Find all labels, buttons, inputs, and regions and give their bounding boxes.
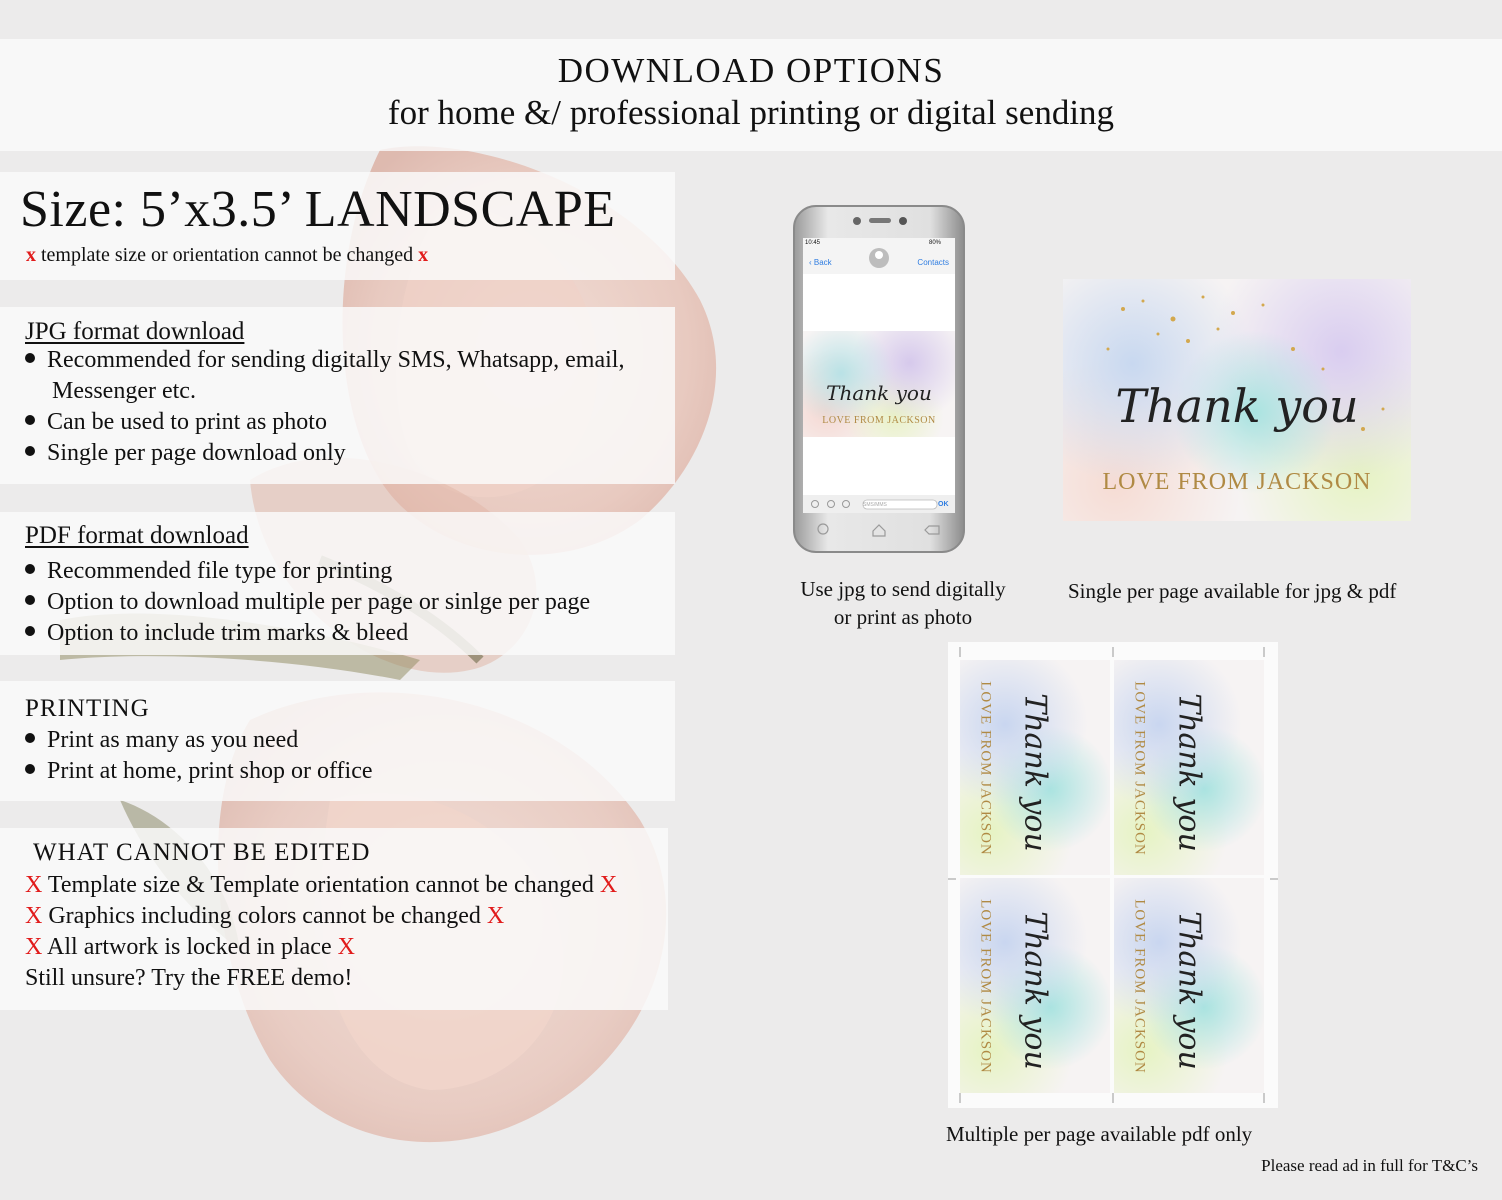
status-time: 10:45	[805, 240, 821, 246]
restriction-item: X Graphics including colors cannot be changed X	[25, 903, 505, 929]
list-item: Recommended file type for printing	[25, 558, 392, 585]
size-note	[26, 244, 428, 267]
jpg-heading: JPG format download	[25, 318, 245, 345]
multi-card	[1114, 878, 1264, 1093]
x-mark-icon: X	[25, 903, 43, 929]
page-title: DOWNLOAD OPTIONS	[557, 51, 945, 90]
card-script-text: Thank you	[1171, 911, 1207, 1070]
card-name-text: LOVE FROM JACKSON	[977, 681, 994, 856]
list-item: Single per page download only	[25, 440, 346, 467]
bullet-icon	[25, 626, 35, 636]
single-card-preview	[1063, 279, 1411, 521]
x-mark-icon: X	[599, 872, 618, 898]
bullet-icon	[25, 764, 35, 774]
bullet-icon	[25, 415, 35, 425]
pdf-panel	[0, 512, 675, 655]
multi-card	[1114, 660, 1264, 875]
list-item: Recommended for sending digitally SMS, Whatsapp, email,	[25, 347, 624, 374]
card-script-text: Thank you	[826, 381, 932, 405]
header-banner	[0, 39, 1502, 151]
pdf-heading: PDF format download	[25, 522, 249, 549]
list-item: Option to download multiple per page or sinlge per page	[25, 589, 590, 616]
x-mark-icon: X	[25, 934, 43, 960]
x-mark-icon: X	[486, 903, 505, 929]
printing-heading: PRINTING	[25, 695, 150, 722]
multi-caption: Multiple per page available pdf only	[946, 1122, 1253, 1146]
card-script-text: Thank you	[1017, 911, 1053, 1070]
card-name-text: LOVE FROM JACKSON	[977, 899, 994, 1074]
printing-panel	[0, 681, 675, 801]
list-item: Print at home, print shop or office	[25, 758, 373, 785]
card-script-text: Thank you	[1171, 693, 1207, 852]
page-subtitle: for home &/ professional printing or digital sending	[387, 93, 1115, 132]
send-button[interactable]: OK	[938, 501, 949, 508]
single-caption: Single per page available for jpg & pdf	[1068, 579, 1397, 603]
restriction-item: X Template size & Template orientation cannot be changed X	[25, 872, 618, 898]
list-item-continued: Messenger etc.	[52, 378, 196, 404]
bullet-icon	[25, 564, 35, 574]
size-note-text: template size or orientation cannot be changed	[41, 244, 414, 266]
phone-card-preview	[803, 331, 955, 437]
bullet-icon	[25, 446, 35, 456]
card-script-text: Thank you	[1017, 693, 1053, 852]
card-name-text: LOVE FROM JACKSON	[822, 415, 936, 426]
cannot-edit-heading: WHAT CANNOT BE EDITED	[33, 839, 371, 866]
x-mark-icon: X	[337, 934, 355, 960]
phone-mockup	[793, 205, 965, 553]
multi-card	[960, 878, 1110, 1093]
phone-caption: Use jpg to send digitally or print as photo	[800, 577, 1006, 629]
list-item: Print as many as you need	[25, 727, 298, 754]
back-button[interactable]: ‹ Back	[809, 258, 832, 267]
bullet-icon	[25, 733, 35, 743]
size-title: Size: 5’x3.5’ LANDSCAPE	[20, 181, 616, 238]
card-name-text: LOVE FROM JACKSON	[1131, 681, 1148, 856]
list-item: Can be used to print as photo	[25, 409, 327, 436]
multi-card	[960, 660, 1110, 875]
sms-input[interactable]: SMS/MMS	[863, 502, 887, 508]
contacts-button[interactable]: Contacts	[917, 258, 949, 267]
x-mark-icon: x	[26, 244, 36, 266]
card-name-text: LOVE FROM JACKSON	[1102, 469, 1372, 495]
footnote: Please read ad in full for T&C’s	[1261, 1156, 1478, 1175]
jpg-panel	[0, 307, 675, 484]
x-mark-icon: x	[418, 244, 429, 266]
multi-page-sheet	[948, 642, 1278, 1108]
bullet-icon	[25, 353, 35, 363]
status-battery: 80%	[928, 240, 941, 246]
card-name-text: LOVE FROM JACKSON	[1131, 899, 1148, 1074]
restriction-item: X All artwork is locked in place X	[25, 934, 355, 960]
bullet-icon	[25, 595, 35, 605]
cannot-edit-panel	[0, 828, 668, 1010]
card-script-text: Thank you	[1115, 379, 1359, 433]
demo-link[interactable]: Still unsure? Try the FREE demo!	[25, 965, 353, 991]
list-item: Option to include trim marks & bleed	[25, 620, 408, 647]
size-panel	[0, 172, 675, 280]
x-mark-icon: X	[25, 872, 43, 898]
